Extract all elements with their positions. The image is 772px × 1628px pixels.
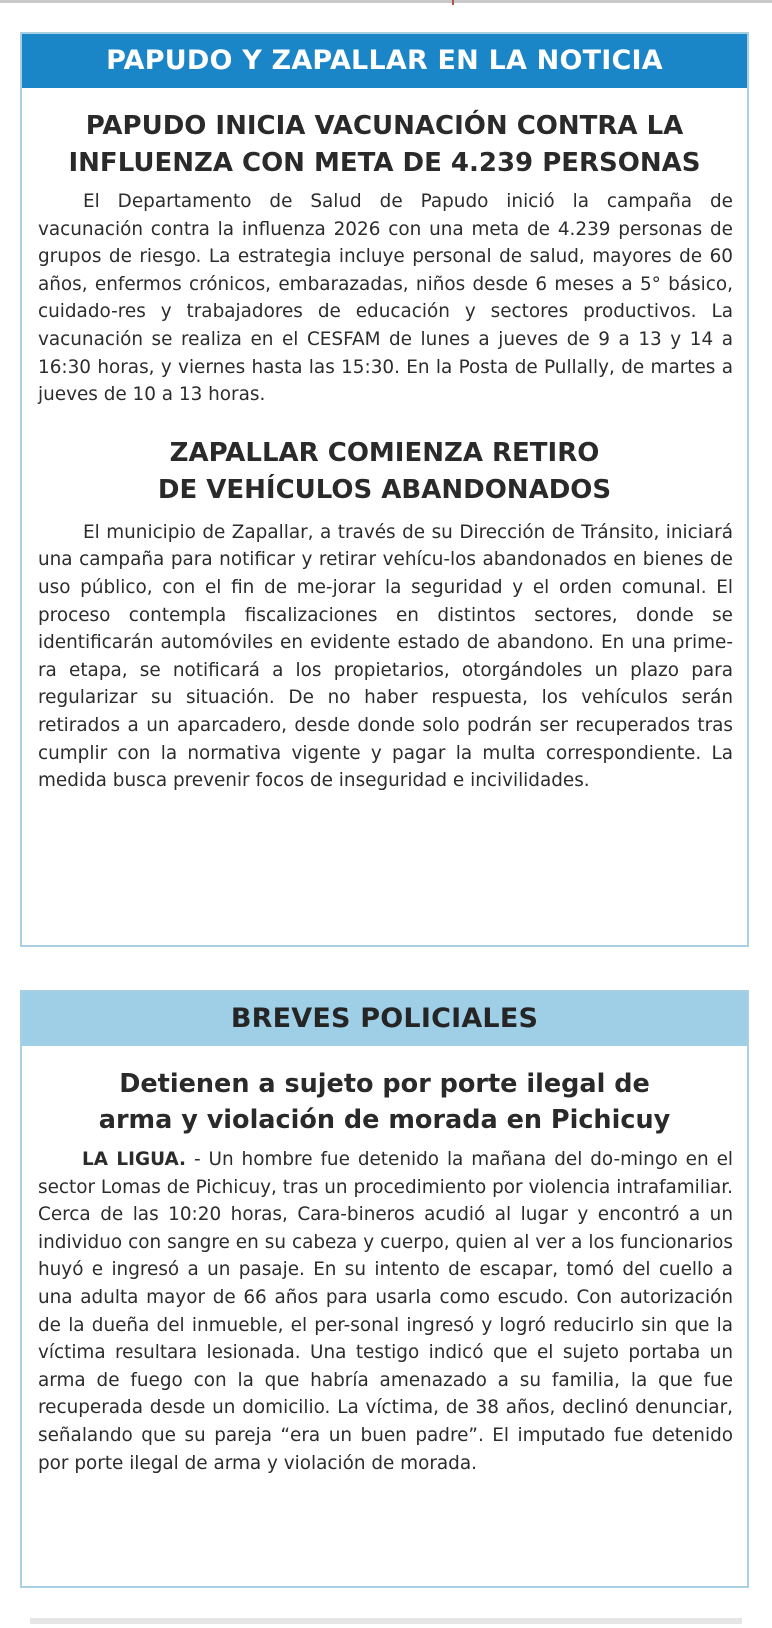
article-pichicuy-text: - Un hombre fue detenido la mañana del do-mingo en el sector Lomas de Pichicuy, tras un procedimiento por violencia intrafamiliar. Cerca de las 10:20 horas, Cara-bineros acudió al lugar y encontró a un individuo con sangre en su cabeza y cuerpo, quien al ver a los funcionarios huyó e ingresó a un pasaje. En su intento de escapar, tomó del cuello a una adulta mayor de 66 años para usarla como escudo. Con autorización de la dueña del inmueble, el per-sonal ingresó y logró reducirlo sin que la víctima resultara lesionada. Una testigo indicó que el sujeto portaba un arma de fuego con la que habría amenazado a su familia, la que fue recuperada desde un domicilio. La víctima, de 38 años, declinó denunciar, señalando que su pareja “era un buen padre”. El imputado fue detenido por porte ilegal de arma y violación de morada. xyxy=(38,1149,733,1474)
breves-policiales-box xyxy=(20,990,749,1588)
section-header-breves-policiales: BREVES POLICIALES xyxy=(22,992,747,1046)
section-header-papudo-zapallar: PAPUDO Y ZAPALLAR EN LA NOTICIA xyxy=(22,34,747,88)
headline-pichicuy-line2: arma y violación de morada en Pichicuy xyxy=(98,1105,671,1135)
article-dateline: LA LIGUA. xyxy=(82,1149,187,1170)
headline-vacunacion-line1: PAPUDO INICIA VACUNACIÓN CONTRA LA xyxy=(85,111,684,141)
article-vacunacion-body: El Departamento de Salud de Papudo inició la campaña de vacunación contra la influenza 2026 con una meta de 4.239 personas de grupos de riesgo. La estrategia incluye personal de salud, mayores de 60 años, enfermos crónicos, embarazadas, niños desde 6 meses a 5° básico, cuidado-res y trabajadores de educación y sectores productivos. La vacunación se realiza en el CESFAM de lunes a jueves de 9 a 13 y 14 a 16:30 horas, y viernes hasta las 15:30. En la Posta de Pullally, de martes a jueves de 10 a 13 horas. xyxy=(38,191,733,406)
headline-vehiculos xyxy=(22,435,747,509)
headline-vehiculos-line1: ZAPALLAR COMIENZA RETIRO xyxy=(169,437,600,468)
article-pichicuy-body xyxy=(22,1146,747,1477)
article-vehiculos-body: El municipio de Zapallar, a través de su Dirección de Tránsito, iniciará una campaña para notificar y retirar vehícu-los abandonados en bienes de uso público, con el fin de me-jorar la seguridad y el orden comunal. El proceso contempla fiscalizaciones en distintos sectores, donde se identificarán automóviles en evidente estado de abandono. En una prime-ra etapa, se notificará a los propietarios, otorgándoles un plazo para regularizar su situación. De no haber respuesta, los vehículos serán retirados a un aparcadero, desde donde solo podrán ser recuperados tras cumplir con la normativa vigente y pagar la multa correspondiente. La medida busca prevenir focos de inseguridad e incivilidades. xyxy=(38,521,733,792)
papudo-zapallar-news-box xyxy=(20,32,749,947)
headline-pichicuy-line1: Detienen a sujeto por porte ilegal de xyxy=(119,1069,650,1099)
bottom-divider xyxy=(30,1618,742,1624)
headline-vacunacion-line2: INFLUENZA CON META DE 4.239 PERSONAS xyxy=(68,148,701,178)
top-divider xyxy=(0,0,772,3)
headline-vehiculos-line2: DE VEHÍCULOS ABANDONADOS xyxy=(157,474,612,505)
top-divider-mark xyxy=(452,0,454,5)
headline-pichicuy xyxy=(22,1066,747,1138)
headline-vacunacion xyxy=(22,108,747,182)
